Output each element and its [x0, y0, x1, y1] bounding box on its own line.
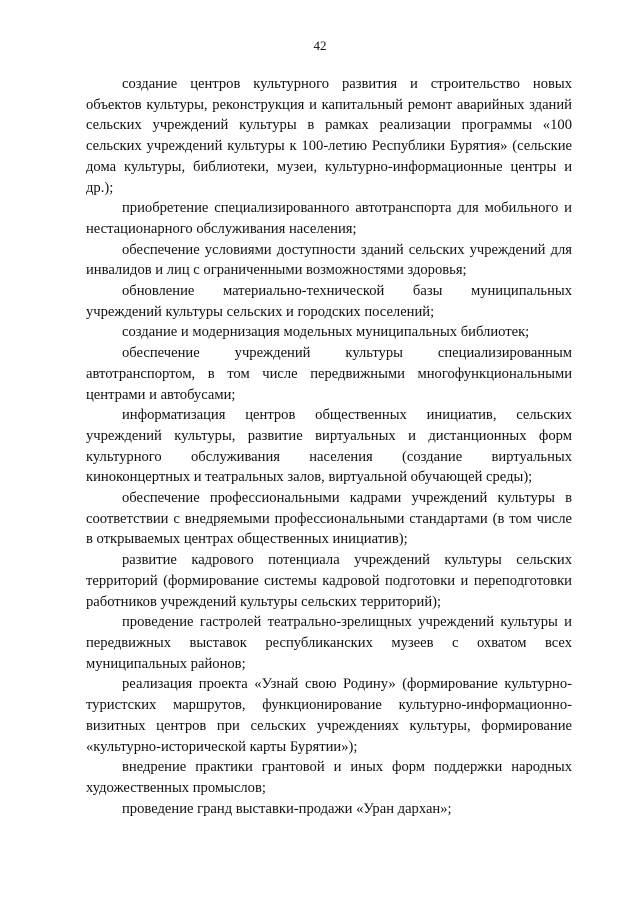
paragraph-specialized-transport: приобретение специализированного автотранспорта для мобильного и нестационарного обслуживания населения; [86, 200, 572, 237]
paragraph-professional-staff: обеспечение профессиональными кадрами учреждений культуры в соответствии с внедряемыми профессиональными стандартами (в том числе в открываемых центрах общественных инициатив); [86, 490, 572, 548]
paragraph-grant-support: внедрение практики грантовой и иных форм поддержки народных художественных промыслов; [86, 759, 572, 796]
paragraph-model-libraries: создание и модернизация модельных муниципальных библиотек; [122, 324, 530, 341]
paragraph-staff-development: развитие кадрового потенциала учреждений культуры сельских территорий (формирование системы кадровой подготовки и переподготовки работников учреждений культуры сельских территорий); [86, 552, 572, 610]
page-number: 42 [313, 38, 327, 53]
paragraph-tours-exhibitions: проведение гастролей театрально-зрелищных учреждений культуры и передвижных выставок республиканских музеев с охватом всех муниципальных районов; [86, 614, 572, 672]
paragraph-know-your-homeland: реализация проекта «Узнай свою Родину» (формирование культурно-туристских маршрутов, функционирование культурно-информационно-визитных центров при сельских учреждениях культуры, формирование «культурно-исторической карты Бурятии»); [86, 676, 572, 755]
paragraph-cultural-centers: создание центров культурного развития и строительство новых объектов культуры, реконструкция и капитальный ремонт аварийных зданий сельских учреждений культуры в рамках реализации программы «100 сельских учреждений культуры к 100-летию Республики Бурятия» (сельские дома культуры, библиотеки, музеи, культурно-информационные центры и др.); [86, 76, 572, 196]
document-body [86, 74, 572, 819]
paragraph-mobile-centers: обеспечение учреждений культуры специализированным автотранспортом, в том числе передвижными многофункциональными центрами и автобусами; [86, 345, 572, 403]
paragraph-accessibility: обеспечение условиями доступности зданий сельских учреждений для инвалидов и лиц с ограниченными возможностями здоровья; [86, 241, 572, 279]
paragraph-uran-darkhan: проведение гранд выставки-продажи «Уран дархан»; [122, 800, 452, 817]
paragraph-material-base: обновление материально-технической базы муниципальных учреждений культуры сельских и городских поселений; [86, 283, 572, 320]
paragraph-informatization: информатизация центров общественных инициатив, сельских учреждений культуры, развитие виртуальных и дистанционных форм культурного обслуживания населения (создание виртуальных киноконцертных и театральных залов, виртуальной обучающей среды); [86, 407, 572, 486]
